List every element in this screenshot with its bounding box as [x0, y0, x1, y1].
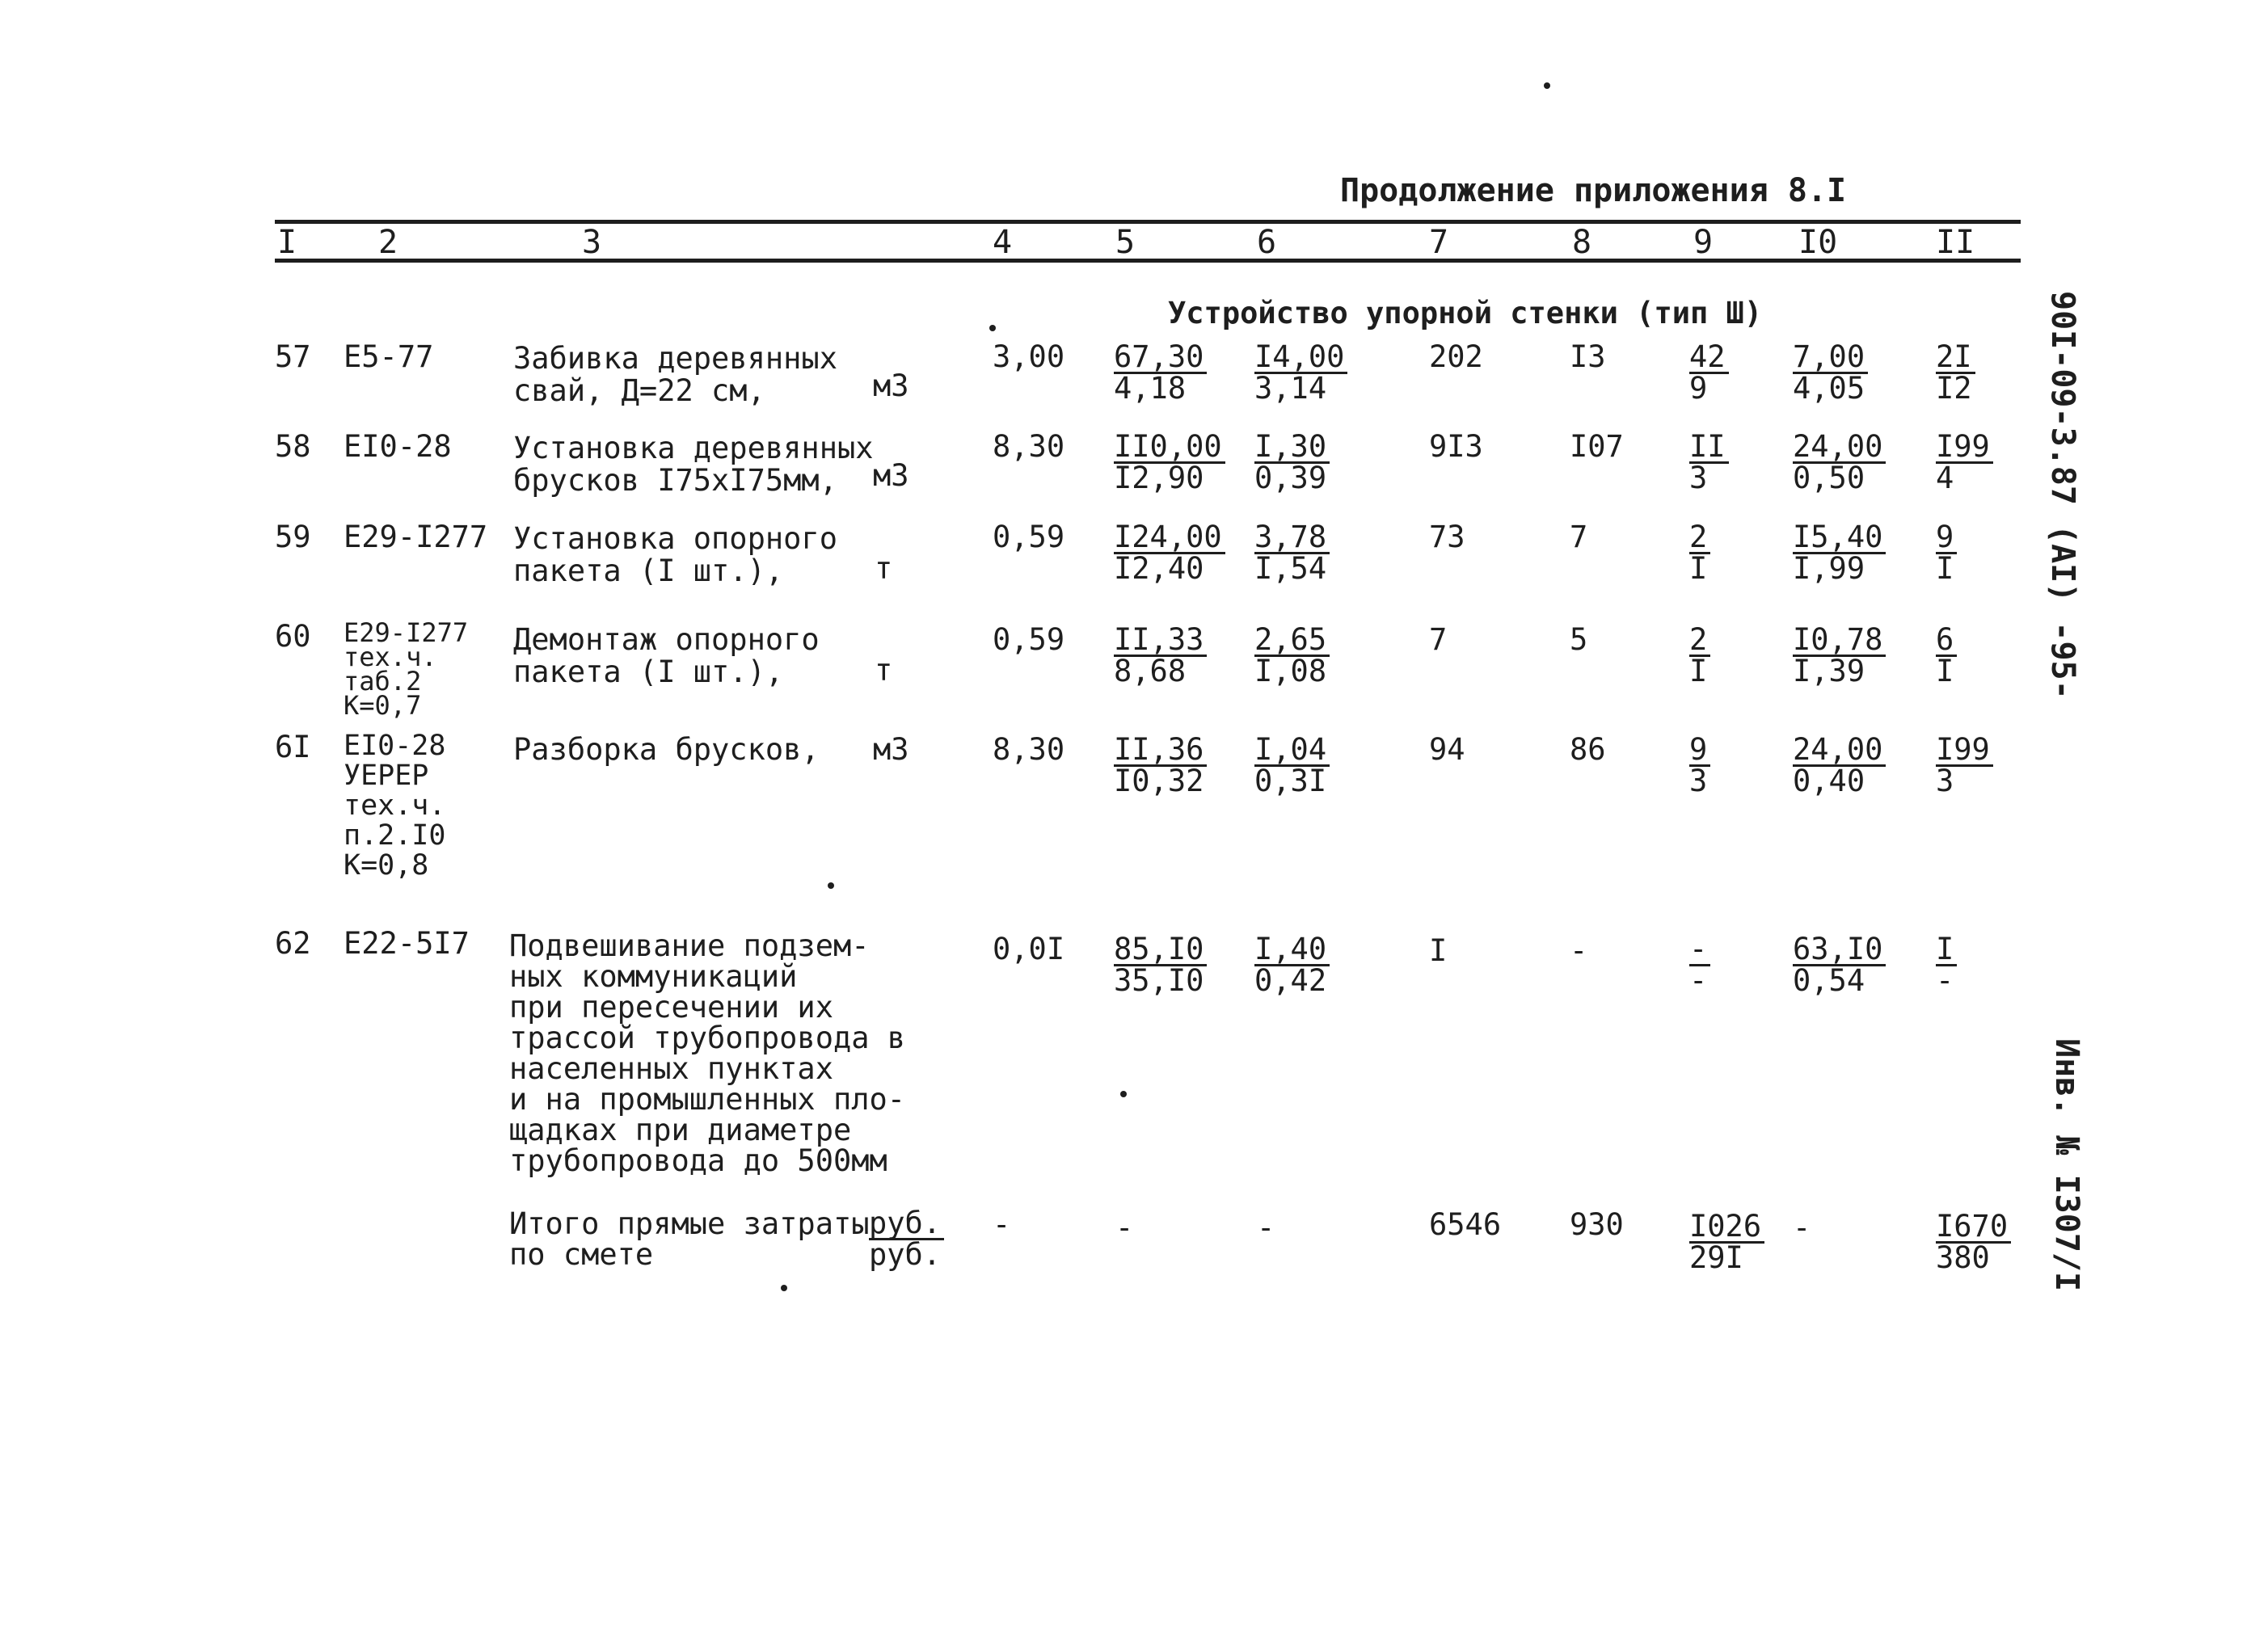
numerator: II,36 [1114, 735, 1207, 767]
row-58-col10 [1793, 429, 1886, 495]
row-59-col5 [1114, 520, 1225, 586]
numerator: 24,00 [1793, 735, 1886, 767]
row-61-col11 [1936, 732, 1993, 798]
row-57-col11 [1936, 339, 1975, 406]
total-col8: 930 [1570, 1207, 1624, 1242]
row-60-description: Демонтаж опорного пакета (I шт.), [513, 622, 820, 689]
row-61-col9 [1689, 732, 1710, 798]
col-label-1: I [277, 224, 297, 261]
row-59-col8: 7 [1570, 520, 1588, 554]
numerator: 63,I0 [1793, 935, 1886, 966]
col-label-4: 4 [993, 224, 1013, 261]
denominator: 4,05 [1793, 371, 1865, 406]
row-58-col7: 9I3 [1429, 429, 1483, 464]
row-58-col11 [1936, 429, 1993, 495]
numerator: 6 [1936, 625, 1957, 657]
denominator: 8,68 [1114, 654, 1187, 688]
numerator: 9 [1936, 523, 1957, 554]
col-label-5: 5 [1115, 224, 1136, 261]
denominator: I [1689, 551, 1708, 586]
total-col7: 6546 [1429, 1207, 1502, 1242]
appendix-continuation-title: Продолжение приложения 8.I [1340, 172, 1847, 209]
denominator: I2 [1936, 371, 1972, 406]
numerator: 9 [1689, 735, 1710, 767]
numerator: 42 [1689, 343, 1729, 374]
denominator: I,08 [1254, 654, 1327, 688]
row-58-col8: I07 [1570, 429, 1624, 464]
row-59-col10 [1793, 520, 1886, 586]
numerator: II [1689, 432, 1729, 464]
row-62-col7: I [1429, 933, 1448, 968]
denominator: руб. [869, 1237, 942, 1272]
denominator: 0,3I [1254, 764, 1327, 798]
numerator: 2I [1936, 343, 1975, 374]
row-58-unit: м3 [873, 458, 909, 493]
denominator: I,54 [1254, 551, 1327, 586]
row-61-unit: м3 [873, 732, 909, 767]
header-top-rule [275, 220, 2021, 224]
row-60-col8: 5 [1570, 622, 1588, 657]
numerator: 2 [1689, 523, 1710, 554]
col-label-9: 9 [1693, 224, 1714, 261]
denominator: 3,14 [1254, 371, 1327, 406]
numerator: I0,78 [1793, 625, 1886, 657]
row-59-unit: т [875, 551, 893, 586]
numerator: 67,30 [1114, 343, 1207, 374]
row-57-col7: 202 [1429, 339, 1483, 374]
row-60-quantity: 0,59 [993, 622, 1065, 657]
row-59-number: 59 [275, 520, 311, 554]
row-62-code: Е22-5I7 [344, 926, 470, 961]
col-label-6: 6 [1257, 224, 1277, 261]
total-label: Итого прямые затраты по смете [509, 1206, 870, 1272]
margin-inventory-number: Инв. № I307/I [2048, 1038, 2085, 1292]
row-57-col8: I3 [1570, 339, 1606, 374]
row-60-col6 [1254, 622, 1330, 688]
row-61-col6 [1254, 732, 1330, 798]
numerator: 2,65 [1254, 625, 1330, 657]
total-col6: - [1257, 1210, 1275, 1245]
row-62-number: 62 [275, 926, 311, 961]
total-col5: - [1115, 1210, 1134, 1245]
row-62-col11 [1936, 932, 1957, 998]
row-59-code: Е29-I277 [344, 520, 488, 554]
denominator: 380 [1936, 1240, 1990, 1275]
numerator: I5,40 [1793, 523, 1886, 554]
denominator: 3 [1689, 764, 1708, 798]
row-62-col10 [1793, 932, 1886, 998]
numerator: 24,00 [1793, 432, 1886, 464]
row-57-col5 [1114, 339, 1207, 406]
col-label-10: I0 [1798, 224, 1838, 261]
denominator: - [1689, 963, 1708, 998]
row-59-col11 [1936, 520, 1957, 586]
denominator: I0,32 [1114, 764, 1204, 798]
total-col9 [1689, 1209, 1764, 1275]
row-61-quantity: 8,30 [993, 732, 1065, 767]
denominator: 4,18 [1114, 371, 1187, 406]
row-58-col9 [1689, 429, 1729, 495]
numerator: I,04 [1254, 735, 1330, 767]
row-62-description: Подвешивание подзем- ных коммуникаций при пересечении их трассой трубопровода в населенных пунктах и на промышленных пло- щадках при диаметре трубопровода до 500мм [509, 928, 906, 1178]
denominator: 0,40 [1793, 764, 1865, 798]
row-59-col9 [1689, 520, 1710, 586]
row-58-col6 [1254, 429, 1330, 495]
row-61-description: Разборка брусков, [513, 732, 820, 767]
row-57-unit: м3 [873, 368, 909, 403]
numerator: I4,00 [1254, 343, 1347, 374]
denominator: 0,39 [1254, 461, 1327, 495]
col-label-7: 7 [1429, 224, 1449, 261]
row-62-col6 [1254, 932, 1330, 998]
row-58-col5 [1114, 429, 1225, 495]
scan-speck [781, 1285, 787, 1291]
scan-speck [1544, 82, 1550, 89]
row-57-col6 [1254, 339, 1347, 406]
numerator: II0,00 [1114, 432, 1225, 464]
row-61-number: 6I [275, 730, 311, 764]
row-60-code: Е29-I277 тех.ч. таб.2 К=0,7 [344, 617, 469, 721]
row-59-col7: 73 [1429, 520, 1465, 554]
row-58-number: 58 [275, 429, 311, 464]
row-60-col10 [1793, 622, 1886, 688]
denominator: I [1936, 551, 1954, 586]
denominator: 35,I0 [1114, 963, 1204, 998]
header-bottom-rule [275, 259, 2021, 263]
row-57-code: Е5-77 [344, 339, 434, 374]
row-57-description: Забивка деревянных свай, Д=22 см, [513, 341, 837, 408]
row-62-col8: - [1570, 933, 1588, 968]
row-59-description: Установка опорного пакета (I шт.), [513, 521, 837, 588]
denominator: 29I [1689, 1240, 1743, 1275]
numerator: I026 [1689, 1212, 1764, 1244]
denominator: 9 [1689, 371, 1708, 406]
row-60-col9 [1689, 622, 1710, 688]
row-57-number: 57 [275, 339, 311, 374]
denominator: I,39 [1793, 654, 1865, 688]
scan-speck [1120, 1091, 1127, 1097]
numerator: I99 [1936, 735, 1993, 767]
numerator: I,40 [1254, 935, 1330, 966]
denominator: I [1689, 654, 1708, 688]
numerator: 85,I0 [1114, 935, 1207, 966]
numerator: 7,00 [1793, 343, 1868, 374]
row-60-col7: 7 [1429, 622, 1448, 657]
row-57-col9 [1689, 339, 1729, 406]
numerator: - [1689, 935, 1710, 966]
row-58-description: Установка деревянных брусков I75хI75мм, [513, 431, 874, 498]
total-unit [869, 1206, 944, 1272]
total-col4: - [993, 1207, 1011, 1242]
margin-document-code: 90I-09-3.87 (АI) -95- [2044, 291, 2081, 700]
col-label-2: 2 [378, 224, 398, 261]
total-col10: - [1793, 1210, 1811, 1245]
numerator: 3,78 [1254, 523, 1330, 554]
row-57-quantity: 3,00 [993, 339, 1065, 374]
col-label-8: 8 [1572, 224, 1592, 261]
scan-speck [989, 325, 996, 331]
denominator: I2,40 [1114, 551, 1204, 586]
denominator: I,99 [1793, 551, 1865, 586]
col-label-11: II [1936, 224, 1975, 261]
numerator: I24,00 [1114, 523, 1225, 554]
row-60-col5 [1114, 622, 1207, 688]
numerator: 2 [1689, 625, 1710, 657]
row-59-col6 [1254, 520, 1330, 586]
denominator: 4 [1936, 461, 1954, 495]
numerator: I670 [1936, 1212, 2011, 1244]
numerator: руб. [869, 1209, 944, 1240]
scan-speck [828, 882, 834, 889]
denominator: 0,50 [1793, 461, 1865, 495]
row-59-quantity: 0,59 [993, 520, 1065, 554]
row-61-code: ЕI0-28 УЕРЕР тех.ч. п.2.I0 К=0,8 [344, 730, 446, 882]
row-61-col7: 94 [1429, 732, 1465, 767]
denominator: - [1936, 963, 1954, 998]
row-57-col10 [1793, 339, 1868, 406]
total-col11 [1936, 1209, 2011, 1275]
row-61-col8: 86 [1570, 732, 1606, 767]
denominator: I [1936, 654, 1954, 688]
row-58-quantity: 8,30 [993, 429, 1065, 464]
numerator: I99 [1936, 432, 1993, 464]
denominator: 0,42 [1254, 963, 1327, 998]
denominator: 0,54 [1793, 963, 1865, 998]
row-62-col9 [1689, 932, 1710, 998]
row-60-unit: т [875, 653, 893, 688]
denominator: 3 [1689, 461, 1708, 495]
numerator: II,33 [1114, 625, 1207, 657]
row-61-col5 [1114, 732, 1207, 798]
row-62-quantity: 0,0I [993, 932, 1065, 966]
denominator: 3 [1936, 764, 1954, 798]
numerator: I [1936, 935, 1957, 966]
row-60-col11 [1936, 622, 1957, 688]
section-title: Устройство упорной стенки (тип Ш) [1168, 296, 1763, 330]
row-60-number: 60 [275, 619, 311, 654]
row-61-col10 [1793, 732, 1886, 798]
col-label-3: 3 [582, 224, 602, 261]
row-62-col5 [1114, 932, 1207, 998]
denominator: I2,90 [1114, 461, 1204, 495]
numerator: I,30 [1254, 432, 1330, 464]
row-58-code: ЕI0-28 [344, 429, 452, 464]
